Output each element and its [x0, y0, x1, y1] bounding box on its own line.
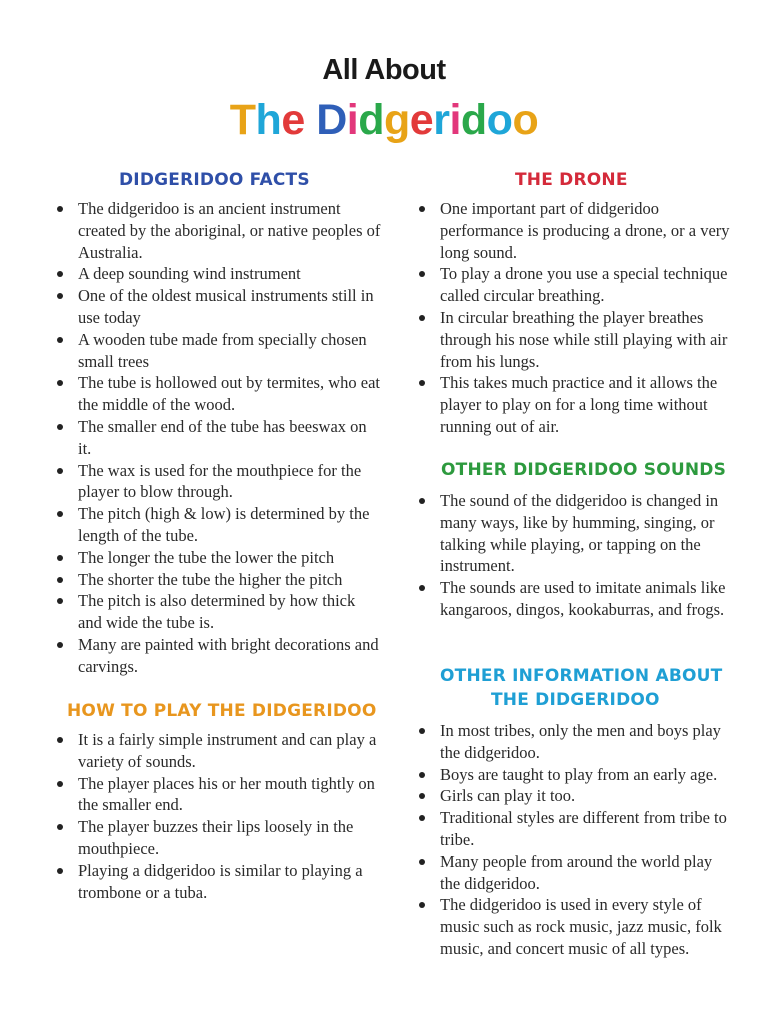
title-letter: i	[449, 96, 461, 144]
other-sounds-list	[414, 490, 734, 621]
other-info-heading-line2: THE DIDGERIDOO	[491, 690, 660, 710]
title-letter: D	[316, 96, 347, 144]
title-letter: g	[384, 96, 410, 144]
list-item: The pitch is also determined by how thick and wide the tube is.	[52, 590, 382, 634]
list-item: In circular breathing the player breathes through his nose while still playing with air from his lungs.	[414, 307, 734, 372]
list-item: The player buzzes their lips loosely in the mouthpiece.	[52, 816, 382, 860]
title-letter: d	[460, 96, 487, 144]
title-letter: d	[358, 96, 384, 144]
list-item: Traditional styles are different from tribe to tribe.	[414, 807, 734, 851]
list-item: The wax is used for the mouthpiece for the player to blow through.	[52, 460, 382, 504]
title-letter: r	[433, 96, 450, 144]
list-item: The didgeridoo is used in every style of music such as rock music, jazz music, folk music, and concert music of all types.	[414, 894, 734, 959]
how-to-play-list	[52, 729, 382, 903]
drone-heading: THE DRONE	[515, 170, 628, 190]
list-item: Playing a didgeridoo is similar to playing a trombone or a tuba.	[52, 860, 382, 904]
drone-list	[414, 198, 734, 438]
list-item: The smaller end of the tube has beeswax on it.	[52, 416, 382, 460]
title-letter: o	[486, 96, 513, 144]
list-item: To play a drone you use a special technique called circular breathing.	[414, 263, 734, 307]
list-item: Many are painted with bright decorations and carvings.	[52, 634, 382, 678]
title-letter: o	[512, 96, 539, 144]
list-item: The tube is hollowed out by termites, who eat the middle of the wood.	[52, 372, 382, 416]
how-to-play-heading: HOW TO PLAY THE DIDGERIDOO	[67, 701, 377, 721]
title-letter: i	[346, 96, 359, 144]
other-sounds-heading: OTHER DIDGERIDOO SOUNDS	[441, 460, 727, 480]
list-item: This takes much practice and it allows the player to play on for a long time without running out of air.	[414, 372, 734, 437]
list-item: The shorter the tube the higher the pitch	[52, 569, 382, 591]
list-item: One important part of didgeridoo performance is producing a drone, or a very long sound.	[414, 198, 734, 263]
list-item: Many people from around the world play the didgeridoo.	[414, 851, 734, 895]
list-item: The sounds are used to imitate animals like kangaroos, dingos, kookaburras, and frogs.	[414, 577, 734, 621]
facts-section	[52, 168, 382, 678]
title-letter: e	[281, 96, 305, 144]
list-item: In most tribes, only the men and boys play the didgeridoo.	[414, 720, 734, 764]
list-item: The pitch (high & low) is determined by the length of the tube.	[52, 503, 382, 547]
list-item: Boys are taught to play from an early age.	[414, 764, 734, 786]
list-item: Girls can play it too.	[414, 785, 734, 807]
title-letter: h	[255, 96, 282, 144]
other-info-list	[414, 720, 734, 960]
list-item: A wooden tube made from specially chosen small trees	[52, 329, 382, 373]
other-sounds-section	[414, 458, 734, 621]
facts-heading: DIDGERIDOO FACTS	[119, 170, 310, 190]
list-item: The player places his or her mouth tightly on the smaller end.	[52, 773, 382, 817]
drone-section	[414, 168, 734, 438]
other-info-section	[414, 664, 734, 960]
facts-list	[52, 198, 382, 678]
other-info-heading	[414, 664, 734, 712]
title-letter: e	[409, 96, 434, 144]
list-item: One of the oldest musical instruments still in use today	[52, 285, 382, 329]
list-item: The longer the tube the lower the pitch	[52, 547, 382, 569]
list-item: It is a fairly simple instrument and can play a variety of sounds.	[52, 729, 382, 773]
list-item: The didgeridoo is an ancient instrument created by the aboriginal, or native peoples of Australia.	[52, 198, 382, 263]
list-item: The sound of the didgeridoo is changed in many ways, like by humming, singing, or talking while playing, or tapping on the instrument.	[414, 490, 734, 577]
list-item: A deep sounding wind instrument	[52, 263, 382, 285]
page-title	[0, 96, 768, 145]
title-letter: T	[229, 96, 256, 144]
page-subtitle: All About	[322, 54, 446, 86]
how-to-play-section	[52, 699, 382, 903]
other-info-heading-line1: OTHER INFORMATION ABOUT	[440, 666, 723, 686]
title-letter	[305, 96, 316, 145]
